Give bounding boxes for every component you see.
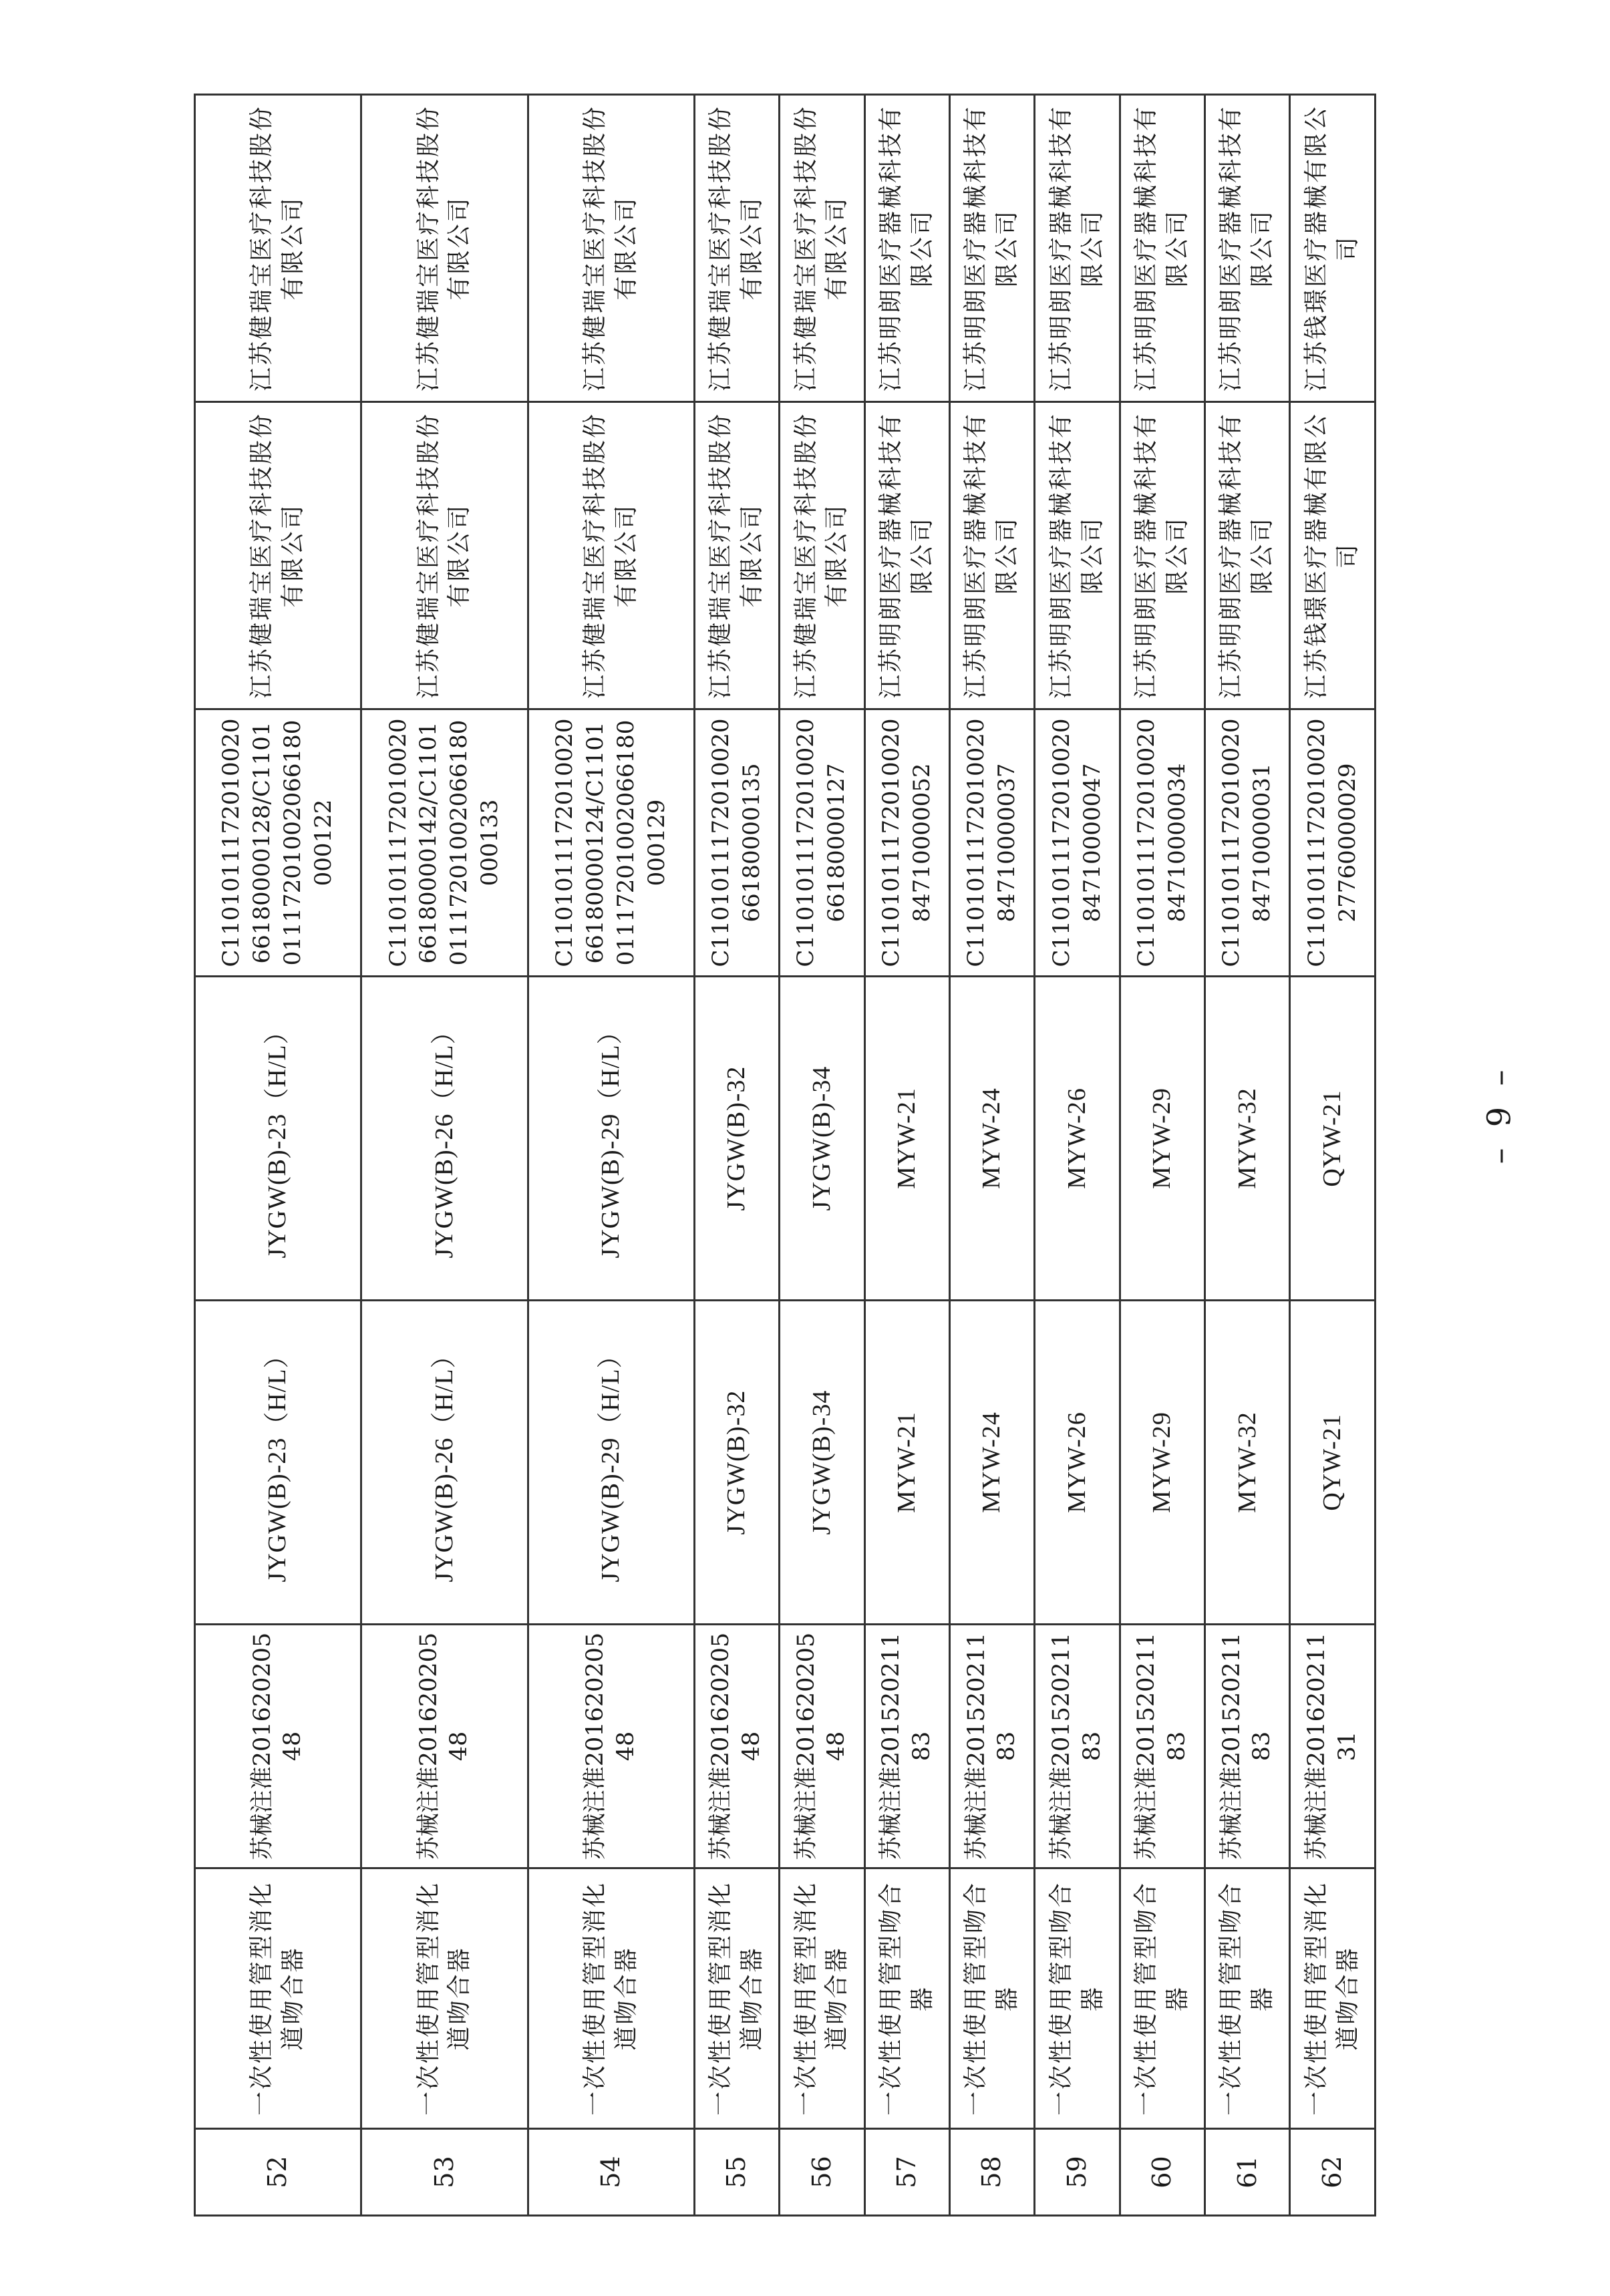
cell-registrant: 江苏明朗医疗器械科技有限公司 <box>1120 402 1204 709</box>
table-row <box>1120 95 1204 2216</box>
cell-registration-no: 苏械注准20162020548 <box>195 1625 361 1868</box>
cell-registration-no: 苏械注准20162020548 <box>780 1625 864 1868</box>
cell-manufacturer: 江苏钱璟医疗器械有限公司 <box>1290 95 1376 402</box>
cell-manufacturer: 江苏健瑞宝医疗科技股份有限公司 <box>361 95 528 402</box>
table-row <box>1290 95 1376 2216</box>
cell-registrant: 江苏明朗医疗器械科技有限公司 <box>1205 402 1290 709</box>
cell-code: C11010111720100208471000003​4 <box>1120 709 1204 977</box>
table-row <box>694 95 779 2216</box>
cell-specification: JYGW(B)-26（H/L） <box>361 977 528 1301</box>
cell-model: MYW-32 <box>1205 1301 1290 1625</box>
cell-code: C11010111720100208471000003​7 <box>949 709 1034 977</box>
cell-registration-no: 苏械注准20162020548 <box>528 1625 694 1868</box>
cell-code: C11010111720100208471000004​7 <box>1035 709 1120 977</box>
cell-registrant: 江苏明朗医疗器械科技有限公司 <box>949 402 1034 709</box>
cell-index: 58 <box>949 2129 1034 2216</box>
cell-registration-no: 苏械注准20162020548 <box>694 1625 779 1868</box>
cell-model: MYW-26 <box>1035 1301 1120 1625</box>
cell-model: QYW-21 <box>1290 1301 1376 1625</box>
cell-manufacturer: 江苏健瑞宝医疗科技股份有限公司 <box>528 95 694 402</box>
cell-model: JYGW(B)-32 <box>694 1301 779 1625</box>
cell-index: 54 <box>528 2129 694 2216</box>
cell-code: C11010111720100202776000002​9 <box>1290 709 1376 977</box>
cell-specification: JYGW(B)-32 <box>694 977 779 1301</box>
cell-registrant: 江苏明朗医疗器械科技有限公司 <box>1035 402 1120 709</box>
cell-registration-no: 苏械注准20152021183 <box>1205 1625 1290 1868</box>
cell-index: 62 <box>1290 2129 1376 2216</box>
cell-manufacturer: 江苏明朗医疗器械科技有限公司 <box>1035 95 1120 402</box>
table-body <box>195 95 1376 2216</box>
cell-code: C11010111720100206618000012​8/C1101011172010020661800001​22 <box>195 709 361 977</box>
table-row <box>528 95 694 2216</box>
cell-manufacturer: 江苏健瑞宝医疗科技股份有限公司 <box>694 95 779 402</box>
cell-specification: MYW-24 <box>949 977 1034 1301</box>
table-row <box>864 95 949 2216</box>
table-row <box>361 95 528 2216</box>
cell-product-name: 一次性使用管型吻合器 <box>1205 1868 1290 2129</box>
cell-product-name: 一次性使用管型消化道吻合器 <box>361 1868 528 2129</box>
cell-manufacturer: 江苏健瑞宝医疗科技股份有限公司 <box>195 95 361 402</box>
cell-model: JYGW(B)-26（H/L） <box>361 1301 528 1625</box>
cell-registration-no: 苏械注准20152021183 <box>1120 1625 1204 1868</box>
cell-model: JYGW(B)-29（H/L） <box>528 1301 694 1625</box>
cell-specification: JYGW(B)-23（H/L） <box>195 977 361 1301</box>
cell-product-name: 一次性使用管型消化道吻合器 <box>1290 1868 1376 2129</box>
cell-model: MYW-29 <box>1120 1301 1204 1625</box>
cell-product-name: 一次性使用管型吻合器 <box>949 1868 1034 2129</box>
cell-specification: MYW-21 <box>864 977 949 1301</box>
cell-manufacturer: 江苏明朗医疗器械科技有限公司 <box>1120 95 1204 402</box>
cell-manufacturer: 江苏明朗医疗器械科技有限公司 <box>1205 95 1290 402</box>
cell-product-name: 一次性使用管型消化道吻合器 <box>528 1868 694 2129</box>
cell-specification: JYGW(B)-29（H/L） <box>528 977 694 1301</box>
cell-model: MYW-24 <box>949 1301 1034 1625</box>
cell-specification: MYW-32 <box>1205 977 1290 1301</box>
table-row <box>195 95 361 2216</box>
cell-manufacturer: 江苏明朗医疗器械科技有限公司 <box>864 95 949 402</box>
cell-code: C11010111720100206618000012​4/C1101011172010020661800001​29 <box>528 709 694 977</box>
device-registration-table <box>194 94 1376 2217</box>
cell-registrant: 江苏健瑞宝医疗科技股份有限公司 <box>195 402 361 709</box>
cell-manufacturer: 江苏健瑞宝医疗科技股份有限公司 <box>780 95 864 402</box>
cell-specification: JYGW(B)-34 <box>780 977 864 1301</box>
cell-model: JYGW(B)-23（H/L） <box>195 1301 361 1625</box>
cell-product-name: 一次性使用管型吻合器 <box>864 1868 949 2129</box>
cell-index: 60 <box>1120 2129 1204 2216</box>
rotated-table-container <box>194 96 1376 2217</box>
table-row <box>1035 95 1120 2216</box>
table-row <box>1205 95 1290 2216</box>
cell-code: C11010111720100208471000005​2 <box>864 709 949 977</box>
cell-registration-no: 苏械注准20152021183 <box>864 1625 949 1868</box>
cell-index: 55 <box>694 2129 779 2216</box>
cell-registrant: 江苏健瑞宝医疗科技股份有限公司 <box>361 402 528 709</box>
cell-code: C11010111720100206618000012​7 <box>780 709 864 977</box>
cell-registrant: 江苏健瑞宝医疗科技股份有限公司 <box>528 402 694 709</box>
cell-specification: MYW-29 <box>1120 977 1204 1301</box>
cell-index: 59 <box>1035 2129 1120 2216</box>
cell-code: C11010111720100208471000003​1 <box>1205 709 1290 977</box>
cell-index: 53 <box>361 2129 528 2216</box>
cell-product-name: 一次性使用管型消化道吻合器 <box>694 1868 779 2129</box>
cell-code: C11010111720100206618000014​2/C1101011172010020661800001​33 <box>361 709 528 977</box>
cell-model: JYGW(B)-34 <box>780 1301 864 1625</box>
cell-product-name: 一次性使用管型吻合器 <box>1120 1868 1204 2129</box>
cell-index: 57 <box>864 2129 949 2216</box>
cell-code: C11010111720100206618000013​5 <box>694 709 779 977</box>
cell-registrant: 江苏明朗医疗器械科技有限公司 <box>864 402 949 709</box>
cell-model: MYW-21 <box>864 1301 949 1625</box>
cell-specification: QYW-21 <box>1290 977 1376 1301</box>
cell-index: 56 <box>780 2129 864 2216</box>
cell-registration-no: 苏械注准20152021183 <box>949 1625 1034 1868</box>
cell-product-name: 一次性使用管型消化道吻合器 <box>780 1868 864 2129</box>
cell-registration-no: 苏械注准20162021131 <box>1290 1625 1376 1868</box>
cell-index: 52 <box>195 2129 361 2216</box>
cell-registrant: 江苏健瑞宝医疗科技股份有限公司 <box>780 402 864 709</box>
table-row <box>780 95 864 2216</box>
cell-manufacturer: 江苏明朗医疗器械科技有限公司 <box>949 95 1034 402</box>
page-number: – 9 – <box>1480 1064 1518 1164</box>
cell-registrant: 江苏钱璟医疗器械有限公司 <box>1290 402 1376 709</box>
cell-registration-no: 苏械注准20152021183 <box>1035 1625 1120 1868</box>
cell-product-name: 一次性使用管型吻合器 <box>1035 1868 1120 2129</box>
cell-specification: MYW-26 <box>1035 977 1120 1301</box>
cell-product-name: 一次性使用管型消化道吻合器 <box>195 1868 361 2129</box>
cell-index: 61 <box>1205 2129 1290 2216</box>
cell-registration-no: 苏械注准20162020548 <box>361 1625 528 1868</box>
cell-registrant: 江苏健瑞宝医疗科技股份有限公司 <box>694 402 779 709</box>
table-row <box>949 95 1034 2216</box>
